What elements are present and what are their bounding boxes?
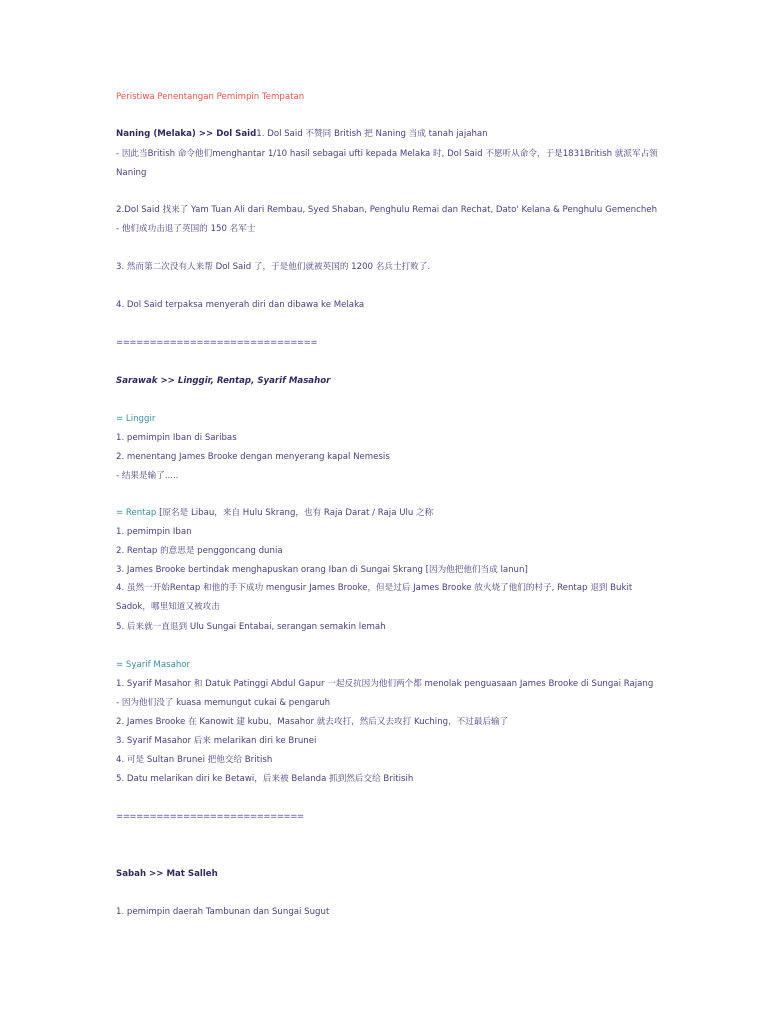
linggir-point-2: 2. menentang James Brooke dengan menyerang kapal Nemesis (116, 452, 390, 462)
linggir-subheading: = Linggir (116, 414, 156, 424)
linggir-point-1: 1. pemimpin Iban di Saribas (116, 433, 237, 443)
masahor-point-4: 4. 可是 Sultan Brunei 把他交给 British (116, 755, 273, 765)
naning-heading: Naning (Melaka) >> Dol Said (116, 129, 257, 139)
rentap-origin: [原名是 Libau，来自 Hulu Skrang，也有 Raja Darat / Raja Ulu 之称 (156, 508, 434, 518)
naning-point-3: 3. 然而第二次没有人来帮 Dol Said 了，于是他们就被英国的 1200 名兵士打败了. (116, 262, 431, 272)
sarawak-heading: Sarawak >> Linggir, Rentap, Syarif Masahor (116, 376, 331, 386)
masahor-point-2: 2. James Brooke 在 Kanowit 建 kubu，Masahor 就去攻打，然后又去攻打 Kuching，不过最后输了 (116, 717, 509, 727)
separator-2: ============================ (116, 812, 304, 822)
naning-point-4: 4. Dol Said terpaksa menyerah diri dan dibawa ke Melaka (116, 300, 365, 310)
masahor-point-1: 1. Syarif Masahor 和 Datuk Patinggi Abdul Gapur 一起反抗因为他们两个都 menolak penguasaan James Brooke di Sungai Rajang (116, 679, 654, 689)
masahor-point-5: 5. Datu melarikan diri ke Betawi，后来被 Belanda 抓到然后交给 Britisih (116, 774, 414, 784)
naning-line-1 (116, 128, 661, 140)
rentap-subheading-line (116, 507, 661, 519)
separator-1: ============================== (116, 338, 318, 348)
naning-point-1-detail: - 因此当British 命令他们menghantar 1/10 hasil sebagai ufti kepada Melaka 时, Dol Said 不愿听从命令，于是1831British 就派军占领 Naning (116, 149, 658, 178)
rentap-subheading: = Rentap (116, 508, 157, 518)
masahor-point-3: 3. Syarif Masahor 后来 melarikan diri ke Brunei (116, 736, 317, 746)
masahor-subheading: = Syarif Masahor (116, 660, 191, 670)
linggir-point-3: - 结果是输了..... (116, 471, 179, 481)
sabah-point-1: 1. pemimpin daerah Tambunan dan Sungai Sugut (116, 907, 330, 917)
rentap-point-1: 1. pemimpin Iban (116, 527, 192, 537)
rentap-point-5: 5. 后来就一直退到 Ulu Sungai Entabai, serangan semakin lemah (116, 622, 386, 632)
sabah-heading: Sabah >> Mat Salleh (116, 869, 218, 879)
naning-point-1: 1. Dol Said 不赞同 British 把 Naning 当成 tanah jajahan (256, 129, 488, 139)
rentap-point-4: 4. 虽然一开始Rentap 和他的手下成功 mengusir James Brooke，但是过后 James Brooke 放火烧了他们的村子, Rentap 退到 Bukit Sadok，哪里知道又被攻击 (116, 583, 633, 612)
naning-point-2: 2.Dol Said 找来了 Yam Tuan Ali dari Rembau, Syed Shaban, Penghulu Remai dan Rechat, Dato' Kelana & Penghulu Gemencheh (116, 205, 658, 215)
rentap-point-3: 3. James Brooke bertindak menghapuskan orang Iban di Sungai Skrang [因为他把他们当成 lanun] (116, 565, 528, 575)
document-title: Peristiwa Penentangan Pemimpin Tempatan (116, 92, 305, 102)
rentap-point-2: 2. Rentap 的意思是 penggoncang dunia (116, 546, 283, 556)
naning-point-2-detail: - 他们成功击退了英国的 150 名军士 (116, 224, 256, 234)
masahor-point-1-detail: - 因为他们没了 kuasa memungut cukai & pengaruh (116, 698, 331, 708)
